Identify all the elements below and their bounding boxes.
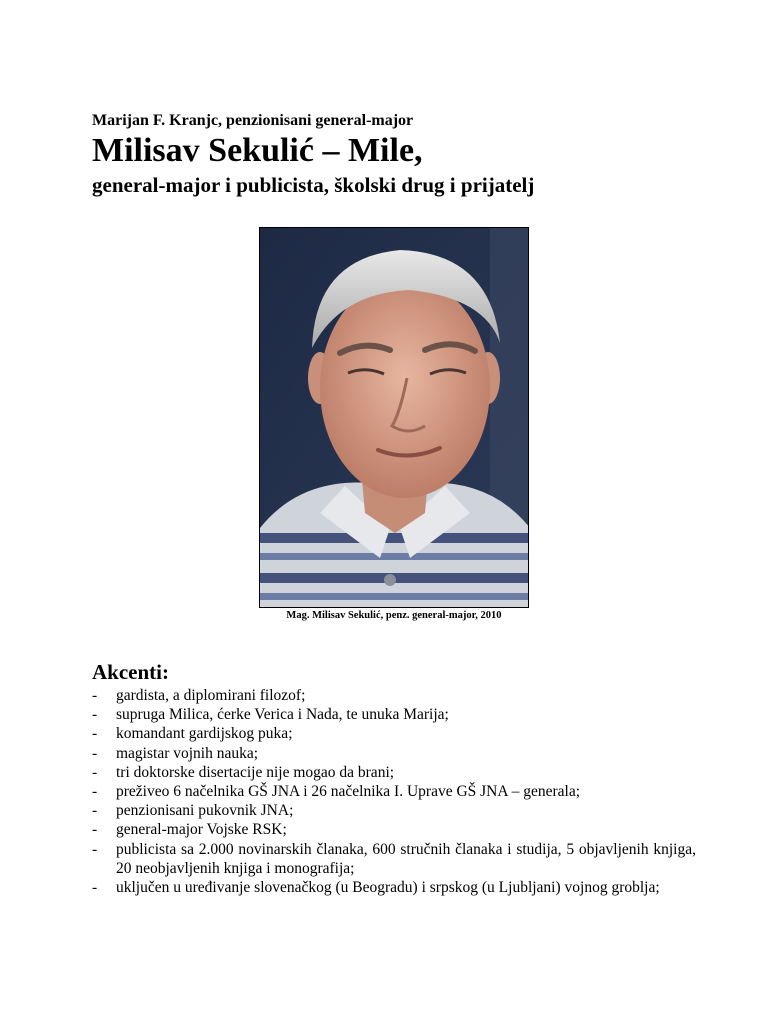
list-item — [92, 878, 696, 897]
accents-list — [92, 686, 696, 897]
bullet-dash: - — [92, 821, 98, 839]
list-item — [92, 724, 696, 743]
accents-heading: Akcenti: — [92, 660, 169, 684]
bullet-dash: - — [92, 744, 98, 762]
portrait-photo — [259, 227, 529, 608]
bullet-dash: - — [92, 802, 98, 820]
list-item — [92, 840, 696, 878]
list-item-text: komandant gardijskog puka; — [116, 725, 293, 743]
list-item — [92, 763, 696, 782]
list-item — [92, 686, 696, 705]
list-item-text: gardista, a diplomirani filozof; — [116, 687, 306, 704]
document-subtitle: general-major i publicista, školski drug i prijatelj — [92, 173, 535, 197]
bullet-dash: - — [92, 706, 98, 724]
document-title: Milisav Sekulić – Mile, — [92, 132, 423, 169]
list-item-text: magistar vojnih nauka; — [116, 744, 259, 762]
bullet-dash: - — [92, 879, 98, 897]
bullet-dash: - — [92, 763, 98, 781]
list-item-text: publicista sa 2.000 novinarskih članaka, 600 stručnih članaka i studija, 5 objavljenih knjiga, 20 neobjavljenih knjiga i monografija; — [116, 840, 696, 877]
list-item — [92, 705, 696, 724]
bullet-dash: - — [92, 687, 98, 704]
list-item-text: preživeo 6 načelnika GŠ JNA i 26 načelnika I. Uprave GŠ JNA – generala; — [116, 783, 581, 801]
list-item-text: general-major Vojske RSK; — [116, 821, 287, 839]
bullet-dash: - — [92, 725, 98, 743]
list-item — [92, 782, 696, 801]
bullet-dash: - — [92, 840, 98, 858]
list-item-text: uključen u uređivanje slovenačkog (u Beogradu) i srpskog (u Ljubljani) vojnog groblja; — [116, 879, 660, 897]
author-line: Marijan F. Kranjc, penzionisani general-major — [92, 112, 414, 129]
list-item — [92, 801, 696, 820]
list-item-text: tri doktorske disertacije nije mogao da brani; — [116, 763, 395, 781]
photo-caption: Mag. Milisav Sekulić, penz. general-major, 2010 — [286, 610, 502, 621]
list-item — [92, 744, 696, 763]
list-item-text: penzionisani pukovnik JNA; — [116, 802, 294, 820]
list-item — [92, 820, 696, 839]
list-item-text: supruga Milica, ćerke Verica i Nada, te unuka Marija; — [116, 706, 449, 724]
bullet-dash: - — [92, 783, 98, 801]
